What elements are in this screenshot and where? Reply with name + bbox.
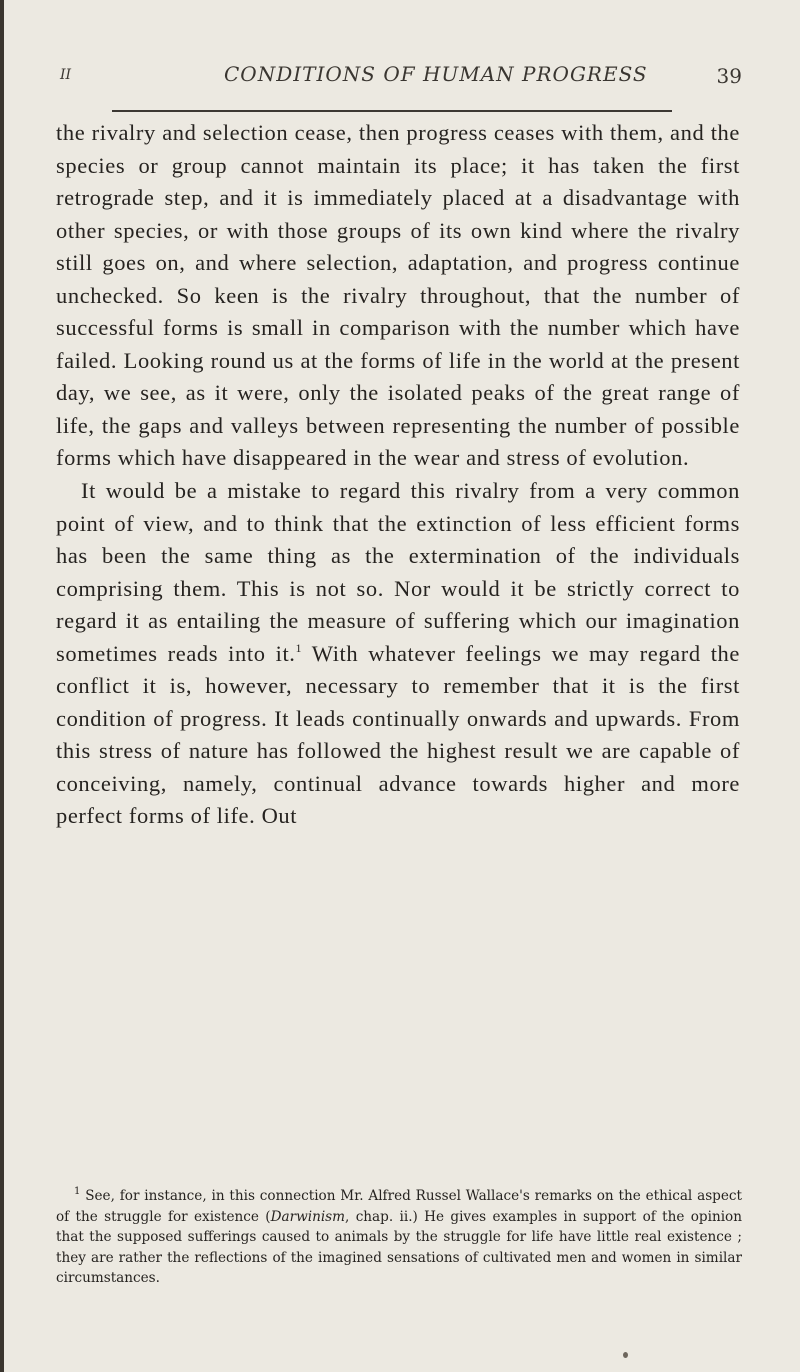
page-number: 39	[716, 64, 742, 88]
footnote-book-title: Darwinism	[270, 1208, 346, 1225]
footnote-marker: 1	[74, 1186, 81, 1197]
header-rule	[112, 110, 672, 112]
chapter-number: II	[60, 67, 72, 83]
footnote-text-end: , chap. ii.) He gives examples in support of the opinion that the supposed sufferings caused to animals by the struggle for life have little real existence ; they are rather the reflections of the imagined sensations of cultivated men and women in similar circumstances.	[56, 1208, 742, 1287]
paragraph-2-text: It would be a mistake to regard this rivalry from a very common point of view, and to think that the extinction of less efficient forms has been the same thing as the extermination of the individuals comprising them. This is not so. Nor would it be strictly correct to regard it as entailing the measure of suffering which our imagination sometimes reads into it.	[56, 478, 740, 666]
running-head-title: CONDITIONS OF HUMAN PROGRESS	[224, 62, 648, 86]
paragraph-2-continuation: With whatever feelings we may regard the conflict it is, however, necessary to remember that it is the first condition of progress. It leads continually onwards and upwards. From this stress of nature has followed the highest result we are capable of conceiving, namely, continual advance towards higher and more perfect forms of life. Out	[56, 640, 740, 829]
running-header	[54, 62, 744, 96]
ink-speck	[623, 1352, 628, 1358]
footnote-reference: 1	[295, 640, 303, 655]
main-text	[56, 117, 740, 833]
page-edge-shadow	[0, 0, 4, 1372]
paragraph-2	[56, 475, 740, 833]
footnote-text: See, for instance, in this connection Mr. Alfred Russel Wallace's remarks on the ethical aspect of the struggle for existence (	[56, 1188, 742, 1225]
footnote	[56, 1186, 742, 1289]
paragraph-1: the rivalry and selection cease, then progress ceases with them, and the species or group cannot maintain its place; it has taken the first retrograde step, and it is immediately placed at a disadvantage with other species, or with those groups of its own kind where the rivalry still goes on, and where selection, adaptation, and progress continue unchecked. So keen is the rivalry throughout, that the number of successful forms is small in comparison with the number which have failed. Looking round us at the forms of life in the world at the present day, we see, as it were, only the isolated peaks of the great range of life, the gaps and valleys between representing the number of possible forms which have disappeared in the wear and stress of evolution.	[56, 120, 740, 471]
